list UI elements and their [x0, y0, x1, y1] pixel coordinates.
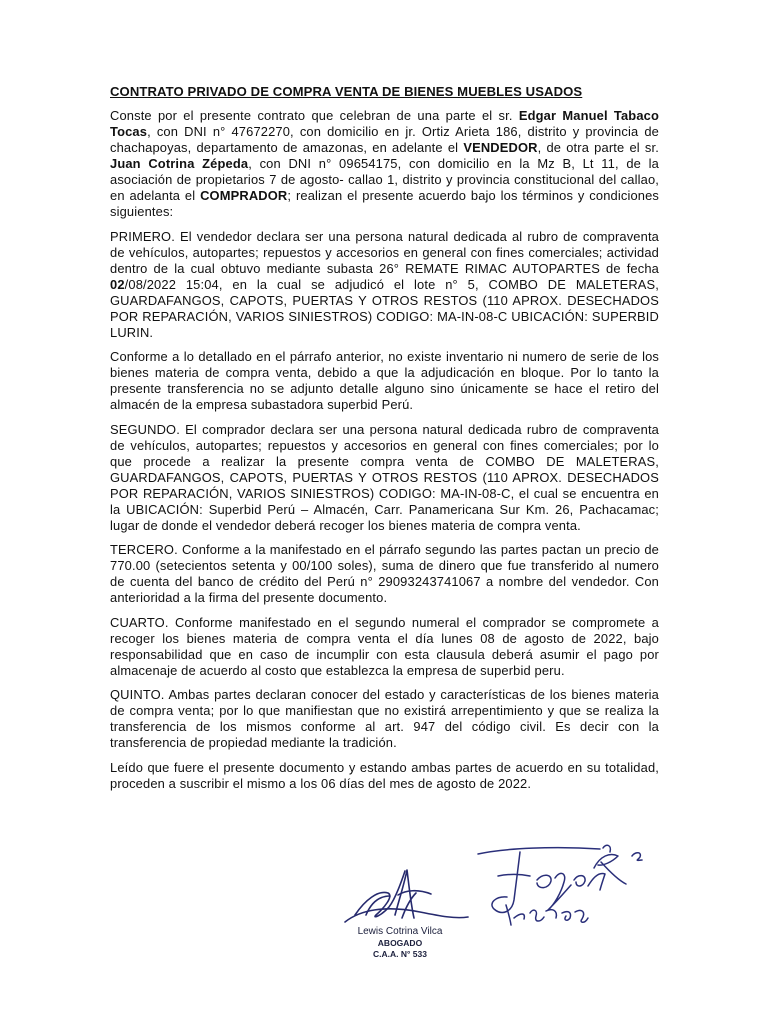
contract-paragraph	[110, 542, 659, 606]
contract-paragraph	[110, 108, 659, 220]
contract-paragraph	[110, 422, 659, 534]
lawyer-registration: C.A.A. N° 533	[373, 949, 427, 959]
lawyer-role: ABOGADO	[377, 937, 423, 948]
text-run: SEGUNDO. El comprador declara ser una persona natural dedicada rubro de compraventa de vehículos, autopartes; repuestos y accesorios en general con fines comerciales; por lo que procede a realizar la presente compra venta de COMBO DE MALETERAS, GUARDAFANGOS, CAPOTS, PUERTAS Y OTROS RESTOS (110 APROX. DESECHADOS POR REPARACIÓN, VARIOS SINIESTROS) CODIGO: MA-IN-08-C, el cual se encuentra en la UBICACIÓN: Superbid Perú – Almacén, Carr. Panamericana Sur Km. 26, Pachacamac; lugar de donde el vendedor deberá recoger los bienes materia de compra venta.	[110, 421, 659, 533]
text-run: , con DNI n° 47672270, con domicilio en jr. Ortiz Arieta 186, distrito y provincia de chachapoyas, departamento de amazonas, en adelante el	[110, 124, 659, 155]
text-run: TERCERO. Conforme a la manifestado en el párrafo segundo las partes pactan un precio de 770.00 (setecientos setenta y 00/100 soles), suma de dinero que fue transferido al numero de cuenta del banco de crédito del Perú n° 29093243741067 a nombre del vendedor. Con anterioridad a la firma del presente documento.	[110, 542, 659, 605]
lawyer-name: Lewis Cotrina Vilca	[357, 926, 443, 937]
contract-paragraph	[110, 760, 659, 792]
bold-text-run: 02	[110, 276, 125, 292]
text-run: Conste por el presente contrato que celebran de una parte el sr.	[110, 108, 519, 123]
contract-paragraph	[110, 615, 659, 679]
bold-text-run: Edgar Manuel Tabaco Tocas	[110, 108, 659, 139]
bold-text-run: COMPRADOR	[200, 188, 288, 203]
bold-text-run: Juan Cotrina Zépeda	[110, 156, 249, 171]
text-run: , de otra parte el sr.	[537, 140, 659, 155]
contract-title: CONTRATO PRIVADO DE COMPRA VENTA DE BIENES MUEBLES USADOS	[110, 84, 583, 99]
text-run: QUINTO. Ambas partes declaran conocer del estado y características de los bienes materia de compra venta; por lo que manifiestan que no existirá arrepentimiento y que se realiza la transferencia de los mismos conforme al art. 947 del código civil. Es decir con la transferencia de propiedad mediante la tradición.	[110, 687, 659, 750]
lawyer-stamp	[330, 926, 470, 961]
text-run: Leído que fuere el presente documento y estando ambas partes de acuerdo en su totalidad, proceden a suscribir el mismo a los 06 días del mes de agosto de 2022.	[110, 759, 659, 791]
contract-paragraph	[110, 229, 659, 341]
text-run: PRIMERO. El vendedor declara ser una persona natural dedicada al rubro de compraventa de vehículos, autopartes; repuestos y accesorios en general con fines comerciales; actividad dentro de la cual obtuvo mediante subasta 26° REMATE RIMAC AUTOPARTES de fecha	[110, 228, 659, 276]
text-run: /08/2022 15:04, en la cual se adjudicó el lote n° 5, COMBO DE MALETERAS, GUARDAFANGOS, CAPOTS, PUERTAS Y OTROS RESTOS (110 APROX. DESECHADOS POR REPARACIÓN, VARIOS SINIESTROS) CODIGO: MA-IN-08-C UBICACIÓN: SUPERBID LURIN.	[110, 276, 659, 340]
text-run: ; realizan el presente acuerdo bajo los términos y condiciones siguientes:	[110, 188, 660, 219]
text-run: , con DNI n° 09654175, con domicilio en la Mz B, Lt 11, de la asociación de propietarios 7 de agosto- callao 1, distrito y provincia constitucional del callao, en adelanta el	[110, 156, 659, 203]
text-run: CUARTO. Conforme manifestado en el segundo numeral el comprador se compromete a recoger los bienes materia de compra venta el día lunes 08 de agosto de 2022, bajo responsabilidad que en caso de incumplir con esta clausula deberá asumir el pago por almacenaje de acuerdo al costo que establezca la empresa de superbid peru.	[110, 614, 659, 678]
contract-document	[110, 84, 659, 800]
contract-paragraph	[110, 687, 659, 751]
contract-paragraph	[110, 349, 659, 413]
contract-body	[110, 108, 659, 792]
text-run: Conforme a lo detallado en el párrafo anterior, no existe inventario ni numero de serie de los bienes materia de compra venta, debido a que la adjudicación en bloque. Por lo tanto la presente transferencia no se adjunto detalle alguno sino únicamente se hace el retiro del almacén de la empresa subastadora superbid Perú.	[110, 349, 659, 412]
bold-text-run: VENDEDOR	[463, 140, 538, 155]
